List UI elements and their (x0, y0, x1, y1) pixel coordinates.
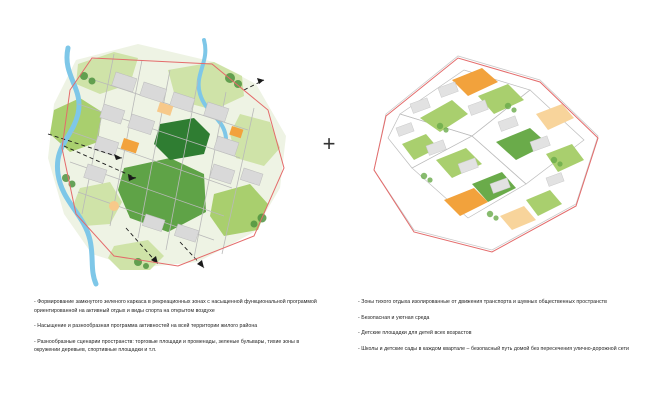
right-diagram-svg (340, 18, 632, 288)
caption-left-3: - Разнообразные сценарии пространств: торговые площади и променады, зеленые бульвары, тихие зоны в окружении деревьев, спортивные площадки и т.п. (34, 338, 300, 354)
plus-symbol: + (322, 131, 336, 156)
caption-right-1: - Зоны тихого отдыха изолированные от движения транспорта и шумных общественных пространств (358, 299, 607, 305)
caption-left-1: - Формирование замкнутого зеленого каркаса в рекреационных зонах с насыщенной функциональной программой ориентированной на активный отдых и виды спорта на открытом воздухе (34, 299, 317, 314)
caption-right-4: - Школы и детские сады в каждом квартале – безопасный путь домой без пересечения улично-дорожной сети (358, 345, 629, 352)
right-caption-block (358, 298, 638, 360)
caption-right-2: - Безопасная и уютная среда (358, 314, 430, 321)
left-diagram-svg (18, 18, 318, 288)
right-diagram-panel (340, 18, 632, 288)
left-diagram-panel (18, 18, 318, 288)
left-caption-block (34, 298, 319, 362)
caption-right-3: - Детские площадки для детей всех возрастов (358, 330, 472, 337)
caption-left-2: - Насыщение и разнообразная программа активностей на всей территории жилого района (34, 323, 258, 330)
